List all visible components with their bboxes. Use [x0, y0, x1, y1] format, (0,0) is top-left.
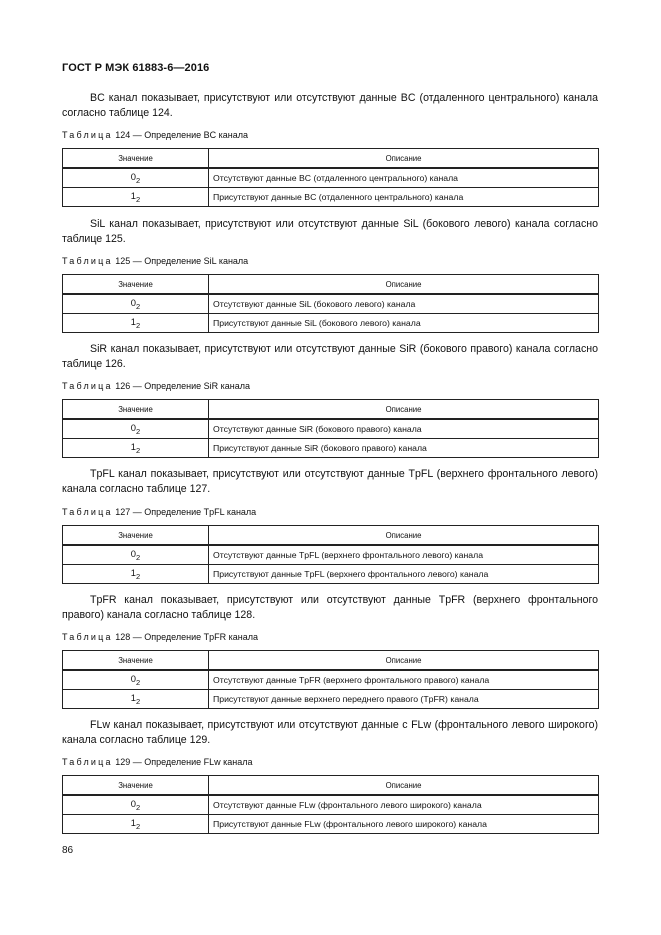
caption-text: 124 — Определение BC канала	[115, 130, 249, 140]
table-row	[63, 690, 599, 709]
cell-description: Отсутствуют данные TpFR (верхнего фронтального правого) канала	[209, 670, 599, 690]
table-header-row	[63, 776, 599, 796]
col-header-description: Описание	[209, 149, 599, 169]
col-header-value: Значение	[63, 275, 209, 295]
table-row	[63, 168, 599, 188]
col-header-description: Описание	[209, 526, 599, 546]
col-header-description: Описание	[209, 776, 599, 796]
paragraph-sir: SiR канал показывает, присутствуют или отсутствуют данные SiR (бокового правого) канала согласно таблице 126.	[62, 343, 598, 370]
table-row	[63, 314, 599, 333]
table-row	[63, 795, 599, 815]
cell-value: $0_2$	[63, 795, 209, 815]
table-126	[62, 399, 599, 458]
cell-value: $0_2$	[63, 670, 209, 690]
table-129	[62, 775, 599, 834]
table-caption-127	[62, 507, 256, 517]
col-header-description: Описание	[209, 275, 599, 295]
table-header-row	[63, 275, 599, 295]
paragraph-tpfr: TpFR канал показывает, присутствуют или отсутствуют данные TpFR (верхнего фронтального правого) канала согласно таблице 128.	[62, 594, 598, 621]
caption-text: 128 — Определение TpFR канала	[115, 632, 259, 642]
table-caption-124	[62, 130, 248, 140]
table-row	[63, 294, 599, 314]
cell-description: Отсутствуют данные FLw (фронтального левого широкого) канала	[209, 795, 599, 815]
table-caption-128	[62, 632, 258, 642]
col-header-description: Описание	[209, 651, 599, 671]
caption-text: 127 — Определение TpFL канала	[115, 507, 257, 517]
cell-value: $0_2$	[63, 294, 209, 314]
caption-text: 125 — Определение SiL канала	[115, 256, 249, 266]
col-header-value: Значение	[63, 400, 209, 420]
table-header-row	[63, 400, 599, 420]
caption-prefix: Таблица	[62, 256, 113, 266]
caption-prefix: Таблица	[62, 757, 113, 767]
col-header-value: Значение	[63, 526, 209, 546]
cell-description: Присутствуют данные SiR (бокового правого) канала	[209, 439, 599, 458]
table-row	[63, 565, 599, 584]
cell-description: Присутствуют данные TpFL (верхнего фронтального левого) канала	[209, 565, 599, 584]
table-header-row	[63, 651, 599, 671]
cell-value: $1_2$	[63, 188, 209, 207]
paragraph-flw: FLw канал показывает, присутствуют или отсутствуют данные с FLw (фронтального левого широкого) канала согласно таблице 129.	[62, 719, 598, 746]
col-header-value: Значение	[63, 651, 209, 671]
table-caption-129	[62, 757, 253, 767]
cell-value: $1_2$	[63, 690, 209, 709]
table-128	[62, 650, 599, 709]
cell-value: $1_2$	[63, 815, 209, 834]
caption-prefix: Таблица	[62, 632, 113, 642]
cell-value: $1_2$	[63, 565, 209, 584]
cell-description: Отсутствуют данные TpFL (верхнего фронтального левого) канала	[209, 545, 599, 565]
cell-description: Отсутствуют данные SiL (бокового левого) канала	[209, 294, 599, 314]
cell-description: Присутствуют данные FLw (фронтального левого широкого) канала	[209, 815, 599, 834]
caption-prefix: Таблица	[62, 130, 113, 140]
cell-value: $0_2$	[63, 419, 209, 439]
cell-description: Присутствуют данные верхнего переднего правого (TpFR) канала	[209, 690, 599, 709]
cell-description: Отсутствуют данные BC (отдаленного центрального) канала	[209, 168, 599, 188]
table-125	[62, 274, 599, 333]
cell-description: Присутствуют данные BC (отдаленного центрального) канала	[209, 188, 599, 207]
paragraph-bc: BC канал показывает, присутствуют или отсутствуют данные BC (отдаленного центрального) канала согласно таблице 124.	[62, 92, 598, 119]
table-row	[63, 439, 599, 458]
document-header: ГОСТ Р МЭК 61883-6—2016	[62, 62, 210, 74]
cell-value: $1_2$	[63, 439, 209, 458]
table-row	[63, 815, 599, 834]
table-caption-126	[62, 381, 250, 391]
cell-value: $0_2$	[63, 545, 209, 565]
cell-description: Отсутствуют данные SiR (бокового правого) канала	[209, 419, 599, 439]
caption-text: 129 — Определение FLw канала	[115, 757, 253, 767]
caption-text: 126 — Определение SiR канала	[115, 381, 251, 391]
table-row	[63, 670, 599, 690]
page-number: 86	[62, 845, 74, 856]
cell-value: $0_2$	[63, 168, 209, 188]
table-124	[62, 148, 599, 207]
table-row	[63, 419, 599, 439]
cell-value: $1_2$	[63, 314, 209, 333]
paragraph-sil: SiL канал показывает, присутствуют или отсутствуют данные SiL (бокового левого) канала согласно таблице 125.	[62, 218, 598, 245]
col-header-value: Значение	[63, 776, 209, 796]
table-row	[63, 188, 599, 207]
cell-description: Присутствуют данные SiL (бокового левого) канала	[209, 314, 599, 333]
col-header-value: Значение	[63, 149, 209, 169]
caption-prefix: Таблица	[62, 507, 113, 517]
table-127	[62, 525, 599, 584]
paragraph-tpfl: TpFL канал показывает, присутствуют или отсутствуют данные TpFL (верхнего фронтального левого) канала согласно таблице 127.	[62, 468, 598, 495]
table-caption-125	[62, 256, 248, 266]
col-header-description: Описание	[209, 400, 599, 420]
table-header-row	[63, 149, 599, 169]
table-header-row	[63, 526, 599, 546]
caption-prefix: Таблица	[62, 381, 113, 391]
table-row	[63, 545, 599, 565]
